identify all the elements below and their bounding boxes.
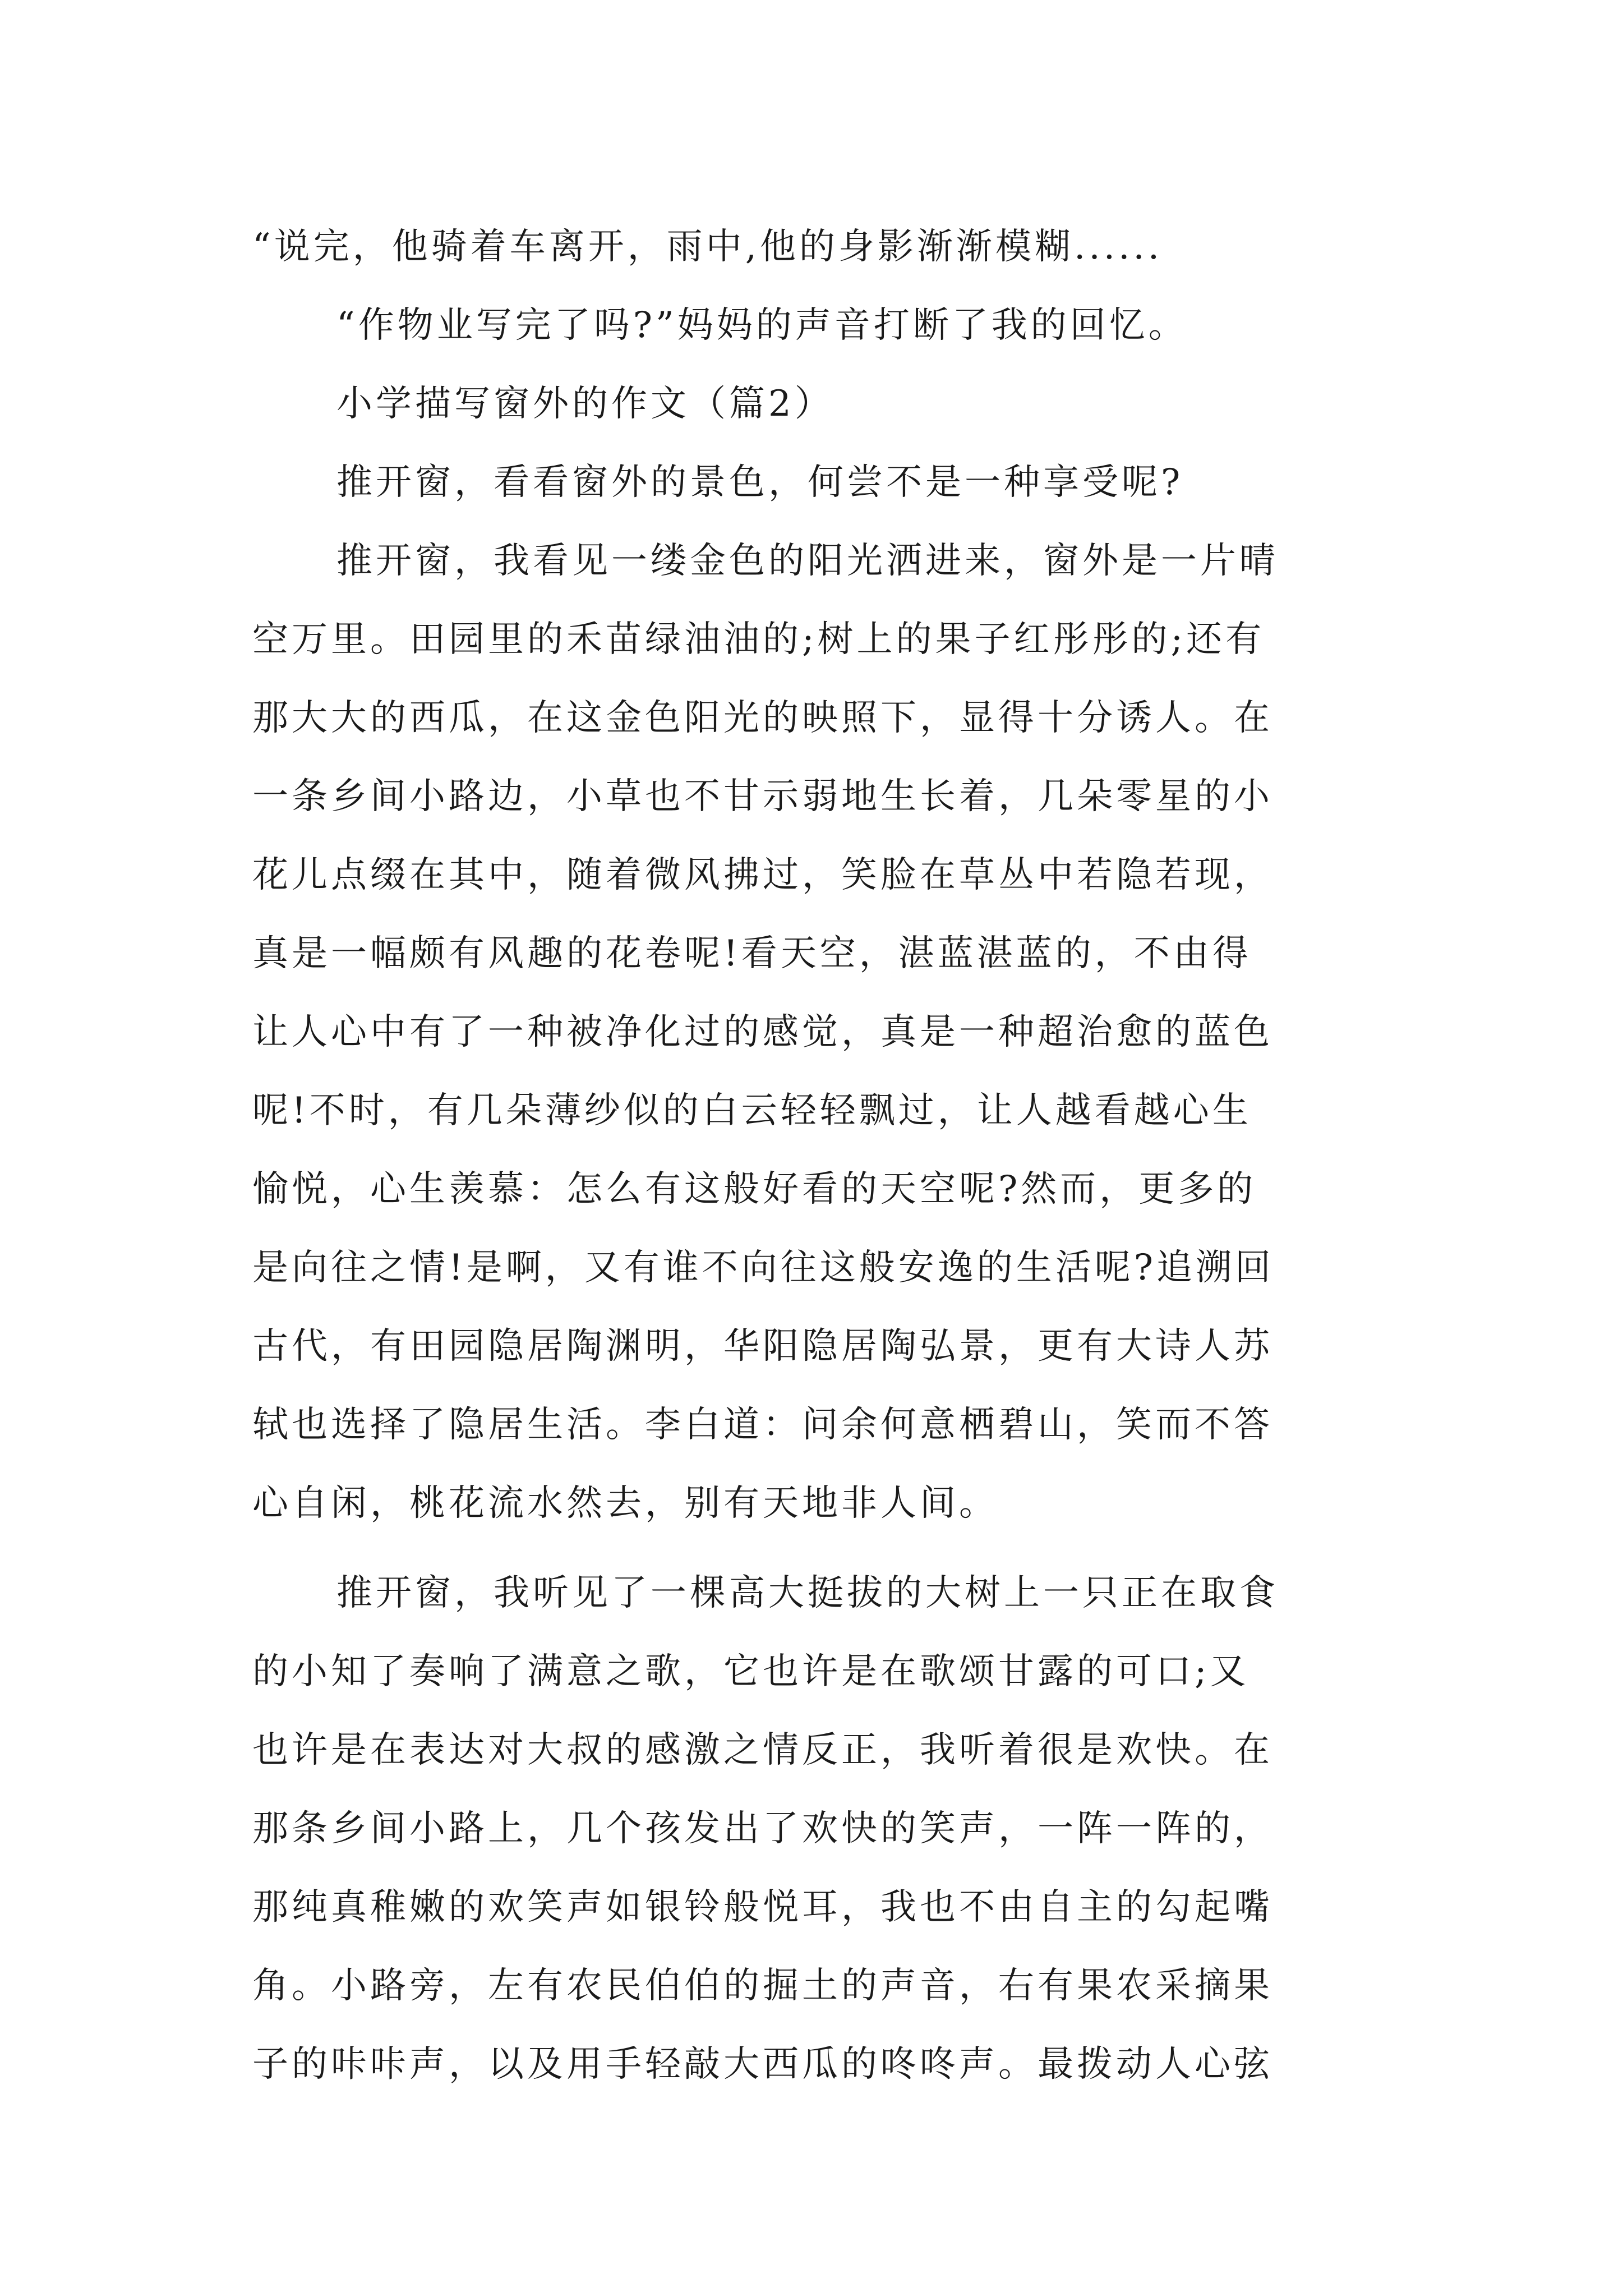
text-line: 子的咔咔声，以及用手轻敲大西瓜的咚咚声。最拨动人心弦 bbox=[252, 2044, 1273, 2085]
text-line: 的小知了奏响了满意之歌，它也许是在歌颂甘露的可口;又 bbox=[252, 1651, 1249, 1692]
text-line: 心自闲，桃花流水然去，别有天地非人间。 bbox=[252, 1483, 998, 1524]
text-line: 那大大的西瓜，在这金色阳光的映照下，显得十分诱人。在 bbox=[252, 697, 1273, 739]
text-line: 那纯真稚嫩的欢笑声如银铃般悦耳，我也不由自主的勾起嘴 bbox=[252, 1887, 1273, 1928]
text-line: 呢!不时，有几朵薄纱似的白云轻轻飘过，让人越看越心生 bbox=[252, 1090, 1252, 1131]
text-line: 推开窗，我看见一缕金色的阳光洒进来，窗外是一片晴 bbox=[336, 540, 1279, 582]
text-line: 古代，有田园隐居陶渊明，华阳隐居陶弘景，更有大诗人苏 bbox=[252, 1326, 1273, 1367]
text-line: 空万里。田园里的禾苗绿油油的;树上的果子红彤彤的;还有 bbox=[252, 619, 1265, 660]
text-line: 推开窗，看看窗外的景色，何尝不是一种享受呢? bbox=[336, 462, 1184, 503]
text-line: 让人心中有了一种被净化过的感觉，真是一种超治愈的蓝色 bbox=[252, 1011, 1273, 1053]
text-line: 一条乡间小路边，小草也不甘示弱地生长着，几朵零星的小 bbox=[252, 776, 1273, 817]
text-line: 是向往之情!是啊，又有谁不向往这般安逸的生活呢?追溯回 bbox=[252, 1247, 1275, 1289]
text-line: 角。小路旁，左有农民伯伯的掘土的声音，右有果农采摘果 bbox=[252, 1965, 1273, 2007]
text-line: 轼也选择了隐居生活。李白道：问余何意栖碧山，笑而不答 bbox=[252, 1404, 1273, 1446]
text-line: 花儿点缀在其中，随着微风拂过，笑脸在草丛中若隐若现， bbox=[252, 854, 1273, 896]
text-line: 愉悦，心生羡慕：怎么有这般好看的天空呢?然而，更多的 bbox=[252, 1168, 1257, 1210]
section-heading: 小学描写窗外的作文（篇2） bbox=[336, 383, 834, 425]
text-line: 真是一幅颇有风趣的花卷呢!看天空，湛蓝湛蓝的，不由得 bbox=[252, 933, 1252, 974]
text-line: 也许是在表达对大叔的感激之情反正，我听着很是欢快。在 bbox=[252, 1729, 1273, 1771]
text-line: 推开窗，我听见了一棵高大挺拔的大树上一只正在取食 bbox=[336, 1572, 1279, 1614]
text-line: 那条乡间小路上，几个孩发出了欢快的笑声，一阵一阵的， bbox=[252, 1808, 1273, 1849]
text-line: “作物业写完了吗?”妈妈的声音打断了我的回忆。 bbox=[336, 305, 1188, 346]
text-line: “说完，他骑着车离开，雨中,他的身影渐渐模糊...... bbox=[252, 226, 1163, 268]
